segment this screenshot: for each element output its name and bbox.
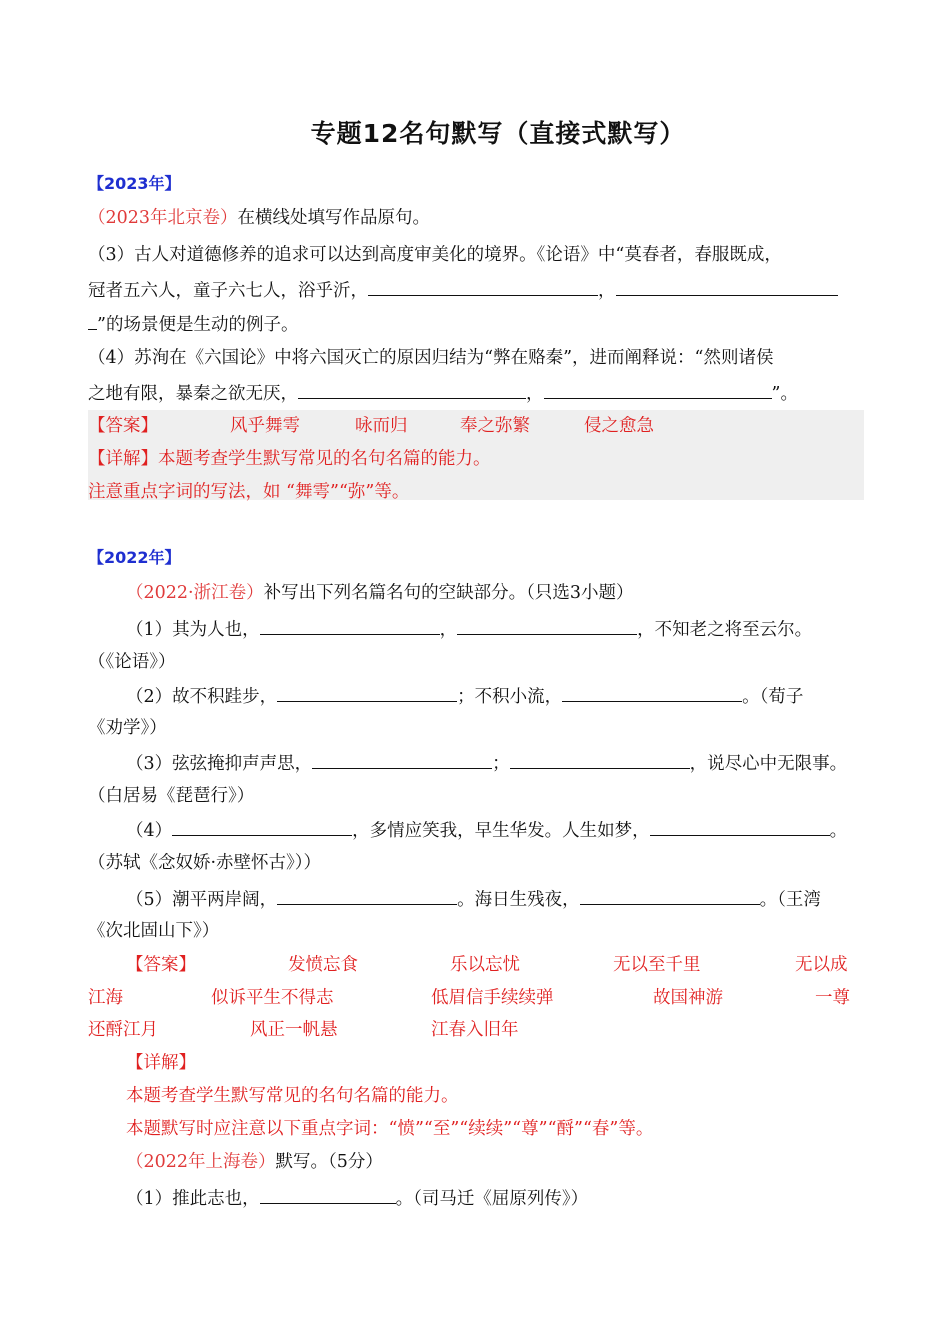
answer-blank[interactable] [260,1185,396,1204]
question-3-line1: （3）古人对道德修养的追求可以达到高度审美化的境界。《论语》中“莫春者，春服既成， [88,245,782,265]
question-text: ， [526,384,544,404]
question-4-line2 [88,380,798,406]
instruction-text: 默写。（5分） [275,1152,383,1172]
question-3-line2 [88,277,838,303]
question-intro-2023 [88,206,430,230]
answer-blank[interactable] [172,817,352,836]
year-heading-2022: 【2022年】 [88,548,181,567]
question-text: ； [492,754,510,774]
answer-blank[interactable] [580,886,760,905]
answer-item: 咏而归 [355,416,408,436]
answer-item: 侵之愈急 [584,416,654,436]
question-text: （1）其为人也， [126,620,260,640]
question-text: 。海日生残夜， [457,890,580,910]
question-3-line3 [88,311,298,337]
answer-blank[interactable] [260,616,440,635]
instruction-text: 在横线处填写作品原句。 [237,208,431,228]
answer-blank[interactable] [562,683,742,702]
answer-blank[interactable] [88,311,97,330]
instruction-text: 补写出下列名篇名句的空缺部分。（只选3小题） [263,583,634,603]
question-text: ”的场景便是生动的例子。 [97,315,299,335]
answer-item: 一尊 [815,988,850,1008]
page-title: 专题12名句默写（直接式默写） [310,119,686,148]
question-text: （2）故不积跬步， [126,687,278,707]
answer-item: 似诉平生不得志 [211,988,334,1008]
question-5-source: 《次北固山下》） [88,921,220,941]
source-label: （2023年北京卷） [88,208,238,228]
answer-item: 风正一帆悬 [250,1020,338,1040]
question-1-source: （《论语》） [88,652,176,672]
question-text: ， [439,620,458,640]
answer-item: 故国神游 [653,988,723,1008]
question-intro-shanghai [126,1150,383,1174]
answer-item: 发愤忘食 [288,955,358,975]
answer-item: 还酹江月 [88,1020,158,1040]
question-text: 。（王湾 [759,890,821,910]
question-text: （4） [126,821,173,841]
detail-text: 【详解】本题考查学生默写常见的名句名篇的能力。 [88,449,491,469]
question-2 [126,683,803,709]
detail-label: 【详解】 [126,1053,196,1073]
question-text: （3）弦弦掩抑声声思， [126,754,313,774]
question-text: ， [598,281,616,301]
answer-blank[interactable] [616,277,838,296]
year-heading-2023: 【2023年】 [88,174,181,193]
question-3 [126,750,847,776]
question-text: ，说尽心中无限事。 [689,754,848,774]
question-4 [126,817,847,843]
answer-item: 江海 [88,988,123,1008]
question-text: 。（司马迁《屈原列传》） [395,1189,589,1209]
answer-blank[interactable] [510,750,690,769]
answer-item: 奉之弥繁 [460,416,530,436]
detail-text: 注意重点字词的写法，如 “舞雩”“弥”等。 [88,482,410,502]
answer-item: 无以至千里 [613,955,701,975]
question-text: ，多情应笑我，早生华发。人生如梦， [352,821,650,841]
source-label: （2022·浙江卷） [126,583,264,603]
question-text: 之地有限，暴秦之欲无厌， [88,384,298,404]
answer-item: 乐以忘忧 [450,955,520,975]
answer-blank[interactable] [312,750,492,769]
question-text: 。 [829,821,848,841]
question-text: （1）推此志也， [126,1189,260,1209]
source-label: （2022年上海卷） [126,1152,276,1172]
answer-label: 【答案】 [126,955,196,975]
answer-blank[interactable] [298,380,526,399]
answer-blank[interactable] [544,380,772,399]
answer-blank[interactable] [277,683,457,702]
answer-item: 无以成 [795,955,848,975]
answer-blank[interactable] [277,886,457,905]
question-1 [126,616,812,642]
detail-text: 本题考查学生默写常见的名句名篇的能力。 [126,1086,459,1106]
answer-item: 风乎舞雩 [230,416,300,436]
detail-text: 本题默写时应注意以下重点字词：“愤”“至”“续续”“尊”“酹”“春”等。 [126,1119,654,1139]
question-text: ；不积小流， [457,687,563,707]
question-text: 。（荀子 [742,687,804,707]
question-4-line1: （4）苏洵在《六国论》中将六国灭亡的原因归结为“弊在赂秦”，进而阐释说：“然则诸侯 [88,348,774,368]
question-5 [126,886,821,912]
question-text: 冠者五六人，童子六七人，浴乎沂， [88,281,368,301]
question-4-source: （苏轼《念奴娇·赤壁怀古》）） [88,853,322,873]
question-intro-zhejiang [126,581,634,605]
shanghai-question-1 [126,1185,588,1211]
question-text: ，不知老之将至云尔。 [637,620,813,640]
answer-blank[interactable] [368,277,598,296]
question-text: （5）潮平两岸阔， [126,890,278,910]
question-text: ”。 [771,384,798,404]
answer-blank[interactable] [457,616,637,635]
answer-blank[interactable] [650,817,830,836]
question-2-source: 《劝学》） [88,718,167,738]
answer-label: 【答案】 [88,416,158,436]
answer-item: 江春入旧年 [431,1020,519,1040]
question-3-source: （白居易《琵琶行》） [88,786,255,806]
answer-item: 低眉信手续续弹 [431,988,554,1008]
